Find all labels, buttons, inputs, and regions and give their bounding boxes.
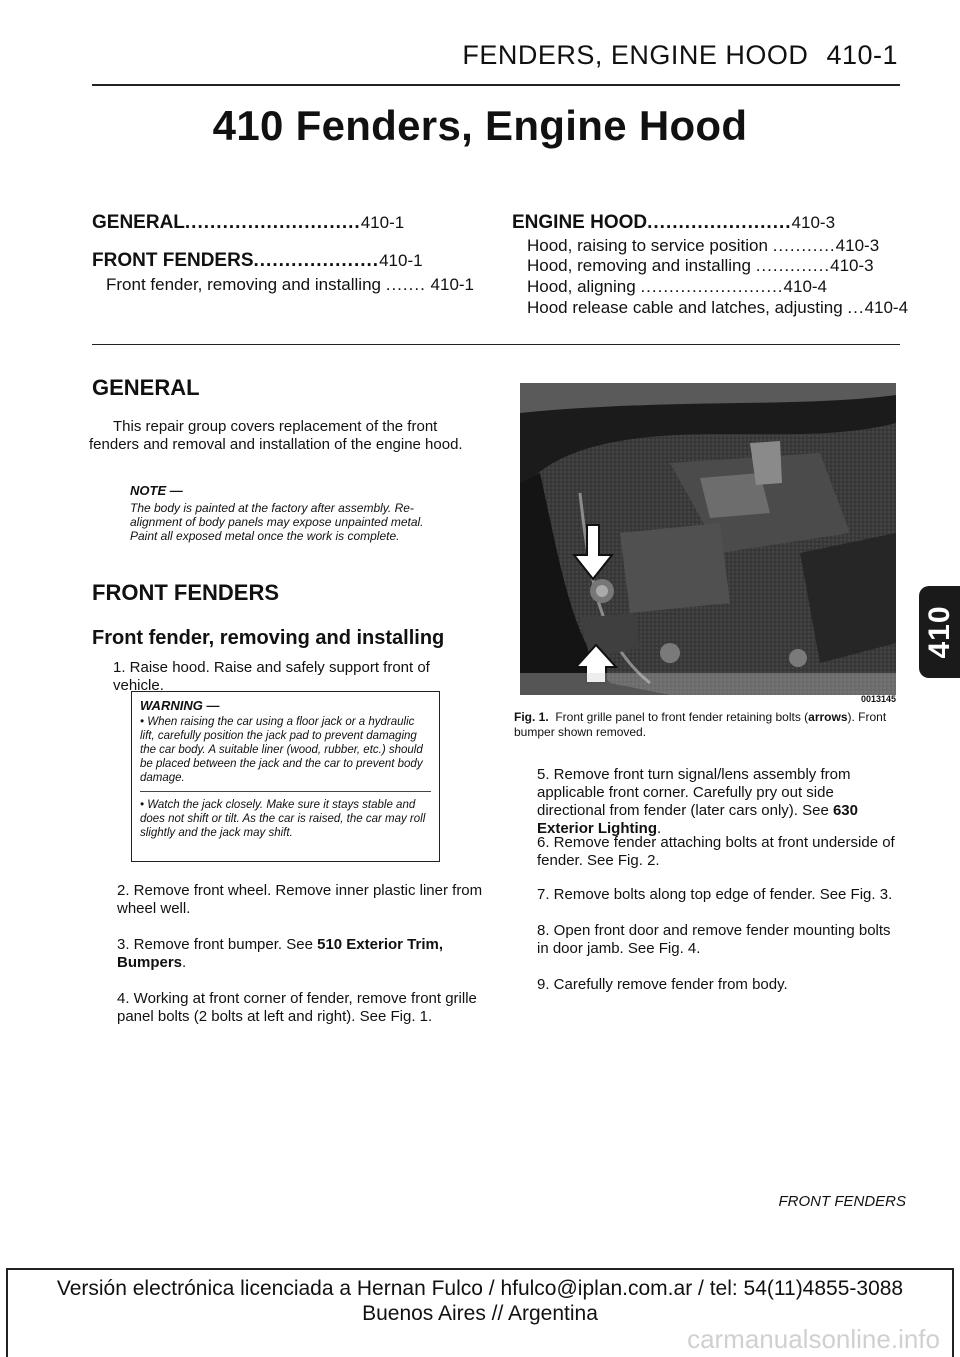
- page-title: 410 Fenders, Engine Hood: [212, 102, 748, 149]
- step-7: 7. Remove bolts along top edge of fender. See Fig. 3.: [537, 886, 893, 903]
- running-head-page: 410-1: [826, 40, 898, 70]
- front-grille-bolts-illustration: [520, 383, 896, 695]
- heading-general: GENERAL: [92, 375, 200, 400]
- step-5: 5. Remove front turn signal/lens assembly from applicable front corner. Carefully pry out side directional from fender (later cars only). See 630 Exterior Lighting.: [537, 766, 858, 837]
- toc-item-front-fender-removing[interactable]: Front fender, removing and installing ....... 410-1: [106, 275, 475, 294]
- warning-item-1: • When raising the car using a floor jack or a hydraulic lift, carefully position the jack pad to prevent damaging the car body. A suitable liner (wood, rubber, etc.) should be placed between the jack and the car to prevent body damage.: [140, 716, 423, 784]
- figure-id: 0013145: [860, 694, 896, 704]
- toc-item-engine-hood[interactable]: ENGINE HOOD.......................410-3: [512, 212, 836, 233]
- toc-item-general[interactable]: GENERAL............................410-1: [92, 212, 405, 233]
- step-1: 1. Raise hood. Raise and safely support front of vehicle.: [113, 659, 430, 694]
- step-3: 3. Remove front bumper. See 510 Exterior Trim, Bumpers.: [117, 936, 444, 971]
- section-tab[interactable]: [919, 586, 960, 678]
- warning-title: WARNING —: [140, 698, 220, 713]
- heading-front-fenders: FRONT FENDERS: [92, 580, 279, 605]
- note-block: [130, 484, 450, 543]
- running-head-title: FENDERS, ENGINE HOOD: [462, 40, 809, 70]
- step-2: 2. Remove front wheel. Remove inner plastic liner from wheel well.: [117, 882, 483, 917]
- step-4: 4. Working at front corner of fender, remove front grille panel bolts (2 bolts at left and right). See Fig. 1.: [117, 990, 477, 1025]
- top-rule: [92, 84, 900, 86]
- section-rule: [92, 344, 900, 345]
- step-8: 8. Open front door and remove fender mounting bolts in door jamb. See Fig. 4.: [537, 922, 891, 957]
- toc-item-hood-release[interactable]: Hood release cable and latches, adjusting ...410-4: [527, 298, 909, 317]
- warning-divider: [140, 791, 431, 792]
- figure-label: Fig. 1.: [514, 710, 549, 724]
- step-3-reference[interactable]: 510 Exterior Trim, Bumpers: [117, 936, 444, 971]
- note-title: NOTE —: [130, 483, 183, 498]
- toc-item-front-fenders[interactable]: FRONT FENDERS....................410-1: [92, 250, 423, 271]
- footer-section-label: FRONT FENDERS: [778, 1193, 906, 1210]
- license-line-2: Buenos Aires // Argentina: [362, 1302, 598, 1325]
- subheading-fender-removing: Front fender, removing and installing: [92, 627, 445, 649]
- warning-box: [131, 691, 440, 862]
- general-body: This repair group covers replacement of the front fenders and removal and installation of the engine hood.: [89, 418, 463, 453]
- toc-item-hood-removing[interactable]: Hood, removing and installing .............410-3: [527, 256, 874, 275]
- warning-item-2: • Watch the jack closely. Make sure it stays stable and does not shift or tilt. As the car is raised, the car may roll slightly and the jack may shift.: [140, 799, 426, 839]
- toc-item-hood-raising[interactable]: Hood, raising to service position ...........410-3: [527, 236, 880, 255]
- step-6: 6. Remove fender attaching bolts at front underside of fender. See Fig. 2.: [537, 834, 895, 869]
- license-line-1: Versión electrónica licenciada a Hernan Fulco / hfulco@iplan.com.ar / tel: 54(11)4855-3088: [56, 1277, 904, 1300]
- step-9: 9. Carefully remove fender from body.: [537, 976, 788, 993]
- watermark-text: carmanualsonline.info: [687, 1324, 940, 1354]
- running-head: [462, 40, 898, 71]
- toc-item-hood-aligning[interactable]: Hood, aligning .........................410-4: [527, 277, 828, 296]
- note-text: The body is painted at the factory after assembly. Re-alignment of body panels may expose unpainted metal. Paint all exposed metal once the work is complete.: [130, 501, 424, 543]
- section-tab-label: 410: [922, 605, 956, 659]
- figure-1-photo: [520, 383, 896, 695]
- figure-1-caption: Fig. 1. Front grille panel to front fender retaining bolts (arrows). Front bumper shown removed.: [514, 710, 887, 739]
- step-5-reference[interactable]: 630 Exterior Lighting: [537, 802, 858, 837]
